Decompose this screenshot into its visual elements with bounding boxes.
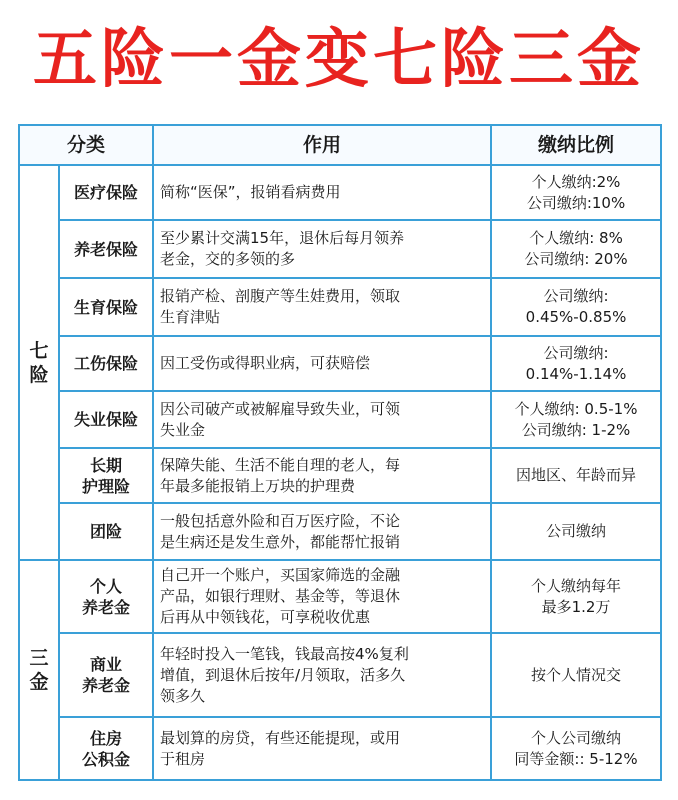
insurance-ratio: 因地区、年龄而异: [491, 448, 661, 503]
insurance-description: 自己开一个账户，买国家筛选的金融 产品，如银行理财、基金等，等退休 后再从中领钱花，可享税收优惠: [153, 560, 491, 633]
insurance-ratio: 个人缴纳: 0.5-1% 公司缴纳: 1-2%: [491, 391, 661, 448]
insurance-description: 因工受伤或得职业病，可获赔偿: [153, 336, 491, 391]
insurance-name: 长期 护理险: [59, 448, 153, 503]
table-row: [19, 503, 661, 560]
insurance-name: 失业保险: [59, 391, 153, 448]
group-label: 三 金: [19, 560, 59, 780]
insurance-table: [18, 124, 662, 781]
group-label: 七 险: [19, 165, 59, 560]
insurance-ratio: 公司缴纳: 0.45%-0.85%: [491, 278, 661, 336]
table-row: [19, 560, 661, 633]
insurance-description: 最划算的房贷，有些还能提现，或用 于租房: [153, 717, 491, 780]
insurance-name: 商业 养老金: [59, 633, 153, 717]
table-row: [19, 633, 661, 717]
table-row: [19, 165, 661, 220]
header-function: 作用: [153, 125, 491, 165]
insurance-name: 工伤保险: [59, 336, 153, 391]
table-row: [19, 391, 661, 448]
insurance-name: 团险: [59, 503, 153, 560]
insurance-ratio: 个人缴纳每年 最多1.2万: [491, 560, 661, 633]
insurance-description: 一般包括意外险和百万医疗险，不论 是生病还是发生意外，都能帮忙报销: [153, 503, 491, 560]
table-body: [19, 165, 661, 780]
insurance-ratio: 公司缴纳: 0.14%-1.14%: [491, 336, 661, 391]
insurance-name: 生育保险: [59, 278, 153, 336]
insurance-description: 年轻时投入一笔钱，钱最高按4%复利 增值，到退休后按年/月领取，活多久 领多久: [153, 633, 491, 717]
insurance-ratio: 个人缴纳: 8% 公司缴纳: 20%: [491, 220, 661, 278]
insurance-ratio: 公司缴纳: [491, 503, 661, 560]
insurance-name: 个人 养老金: [59, 560, 153, 633]
header-row: [19, 125, 661, 165]
insurance-name: 医疗保险: [59, 165, 153, 220]
table-row: [19, 336, 661, 391]
insurance-description: 保障失能、生活不能自理的老人，每 年最多能报销上万块的护理费: [153, 448, 491, 503]
insurance-ratio: 按个人情况交: [491, 633, 661, 717]
insurance-description: 报销产检、剖腹产等生娃费用，领取 生育津贴: [153, 278, 491, 336]
page-title: 五险一金变七险三金: [33, 23, 645, 97]
insurance-ratio: 个人公司缴纳 同等金额:: 5-12%: [491, 717, 661, 780]
insurance-name: 养老保险: [59, 220, 153, 278]
table-row: [19, 448, 661, 503]
header-ratio: 缴纳比例: [491, 125, 661, 165]
table-row: [19, 220, 661, 278]
insurance-name: 住房 公积金: [59, 717, 153, 780]
insurance-description: 简称“医保”，报销看病费用: [153, 165, 491, 220]
insurance-description: 至少累计交满15年，退休后每月领养 老金，交的多领的多: [153, 220, 491, 278]
table-row: [19, 717, 661, 780]
table-row: [19, 278, 661, 336]
header-category: 分类: [19, 125, 153, 165]
insurance-description: 因公司破产或被解雇导致失业，可领 失业金: [153, 391, 491, 448]
insurance-ratio: 个人缴纳:2% 公司缴纳:10%: [491, 165, 661, 220]
